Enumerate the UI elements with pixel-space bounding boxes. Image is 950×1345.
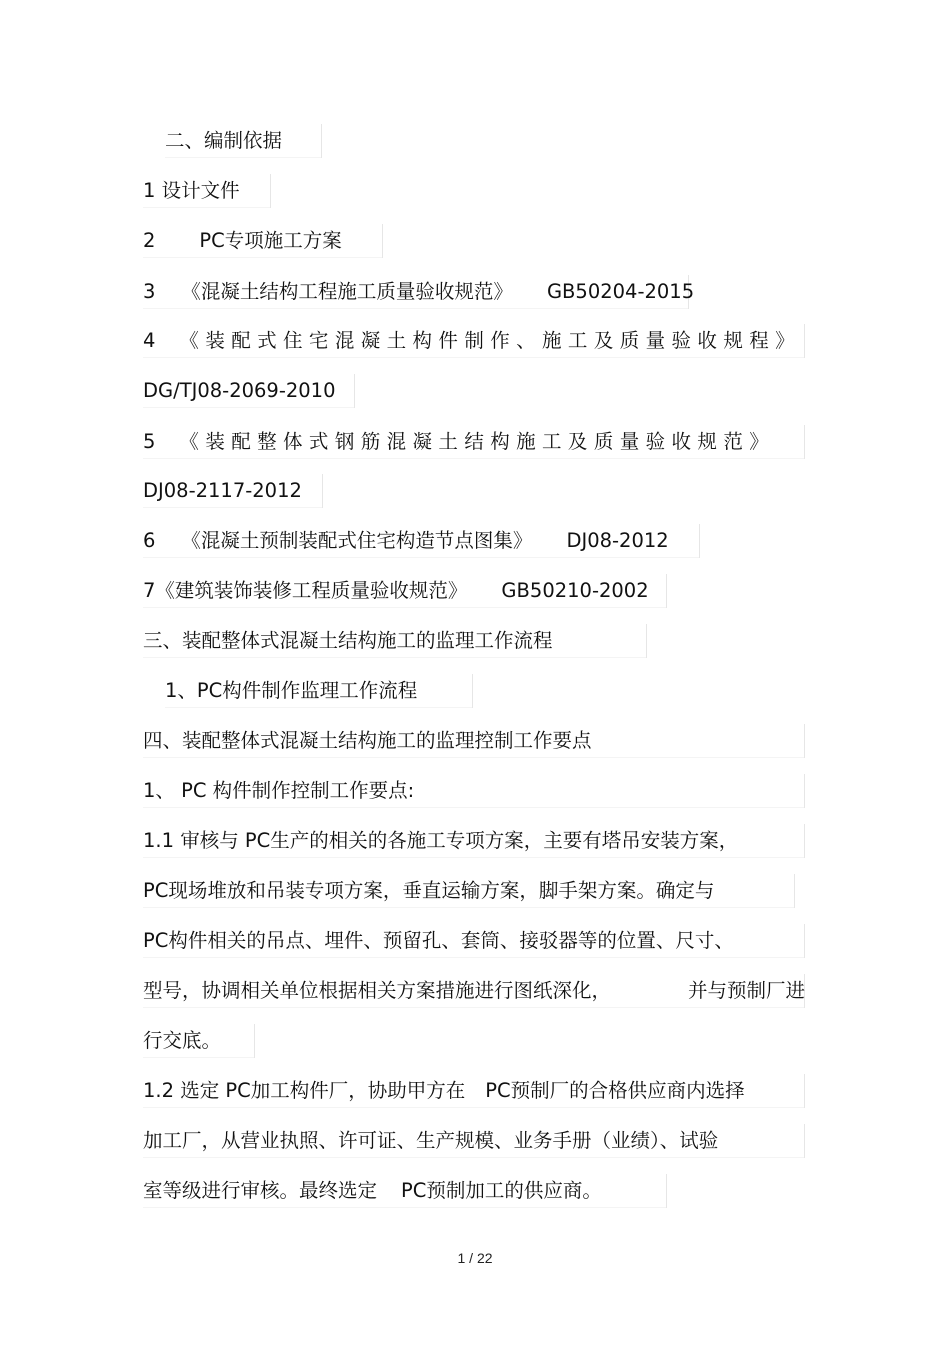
heading-workflow: 三、装配整体式混凝土结构施工的监理工作流程 xyxy=(143,624,647,658)
basis-item-5: 5 《装配整体式钢筋混凝土结构施工及质量验收规范》 xyxy=(143,425,805,459)
paragraph-1-2-line-2: 加工厂，从营业执照、许可证、生产规模、业务手册（业绩）、试验 xyxy=(143,1124,805,1158)
page-number: 1 / 22 xyxy=(457,1250,493,1266)
basis-item-7: 7《建筑装饰装修工程质量验收规范》 GB50210-2002 xyxy=(143,574,667,608)
basis-item-1: 1 设计文件 xyxy=(143,174,271,208)
paragraph-1-1-line-4: 型号，协调相关单位根据相关方案措施进行图纸深化， 并与预制厂进 xyxy=(143,974,805,1008)
paragraph-1-1-line-1: 1.1 审核与 PC生产的相关的各施工专项方案，主要有塔吊安装方案， xyxy=(143,824,805,858)
basis-item-4-code: DG/TJ08-2069-2010 xyxy=(143,374,355,408)
basis-item-6: 6 《混凝土预制装配式住宅构造节点图集》 DJ08-2012 xyxy=(143,524,700,558)
paragraph-1-1-line-5: 行交底。 xyxy=(143,1024,255,1058)
paragraph-1-2-line-3: 室等级进行审核。最终选定 PC预制加工的供应商。 xyxy=(143,1174,667,1208)
basis-item-5-code: DJ08-2117-2012 xyxy=(143,474,323,508)
basis-item-3: 3 《混凝土结构工程施工质量验收规范》 GB50204-2015 xyxy=(143,275,689,309)
heading-control-points: 四、装配整体式混凝土结构施工的监理控制工作要点 xyxy=(143,724,805,758)
basis-item-4: 4 《装配式住宅混凝土构件制作、施工及质量验收规程》 xyxy=(143,324,805,358)
paragraph-1-1-line-2: PC现场堆放和吊装专项方案，垂直运输方案，脚手架方案。确定与 xyxy=(143,874,795,908)
heading-basis: 二、编制依据 xyxy=(165,124,322,158)
control-section-1: 1、 PC 构件制作控制工作要点: xyxy=(143,774,805,808)
workflow-item-1: 1、PC构件制作监理工作流程 xyxy=(165,674,473,708)
paragraph-1-1-line-3: PC构件相关的吊点、埋件、预留孔、套筒、接驳器等的位置、尺寸、 xyxy=(143,924,805,958)
paragraph-1-2-line-1: 1.2 选定 PC加工构件厂，协助甲方在 PC预制厂的合格供应商内选择 xyxy=(143,1074,805,1108)
basis-item-2: 2 PC专项施工方案 xyxy=(143,224,383,258)
